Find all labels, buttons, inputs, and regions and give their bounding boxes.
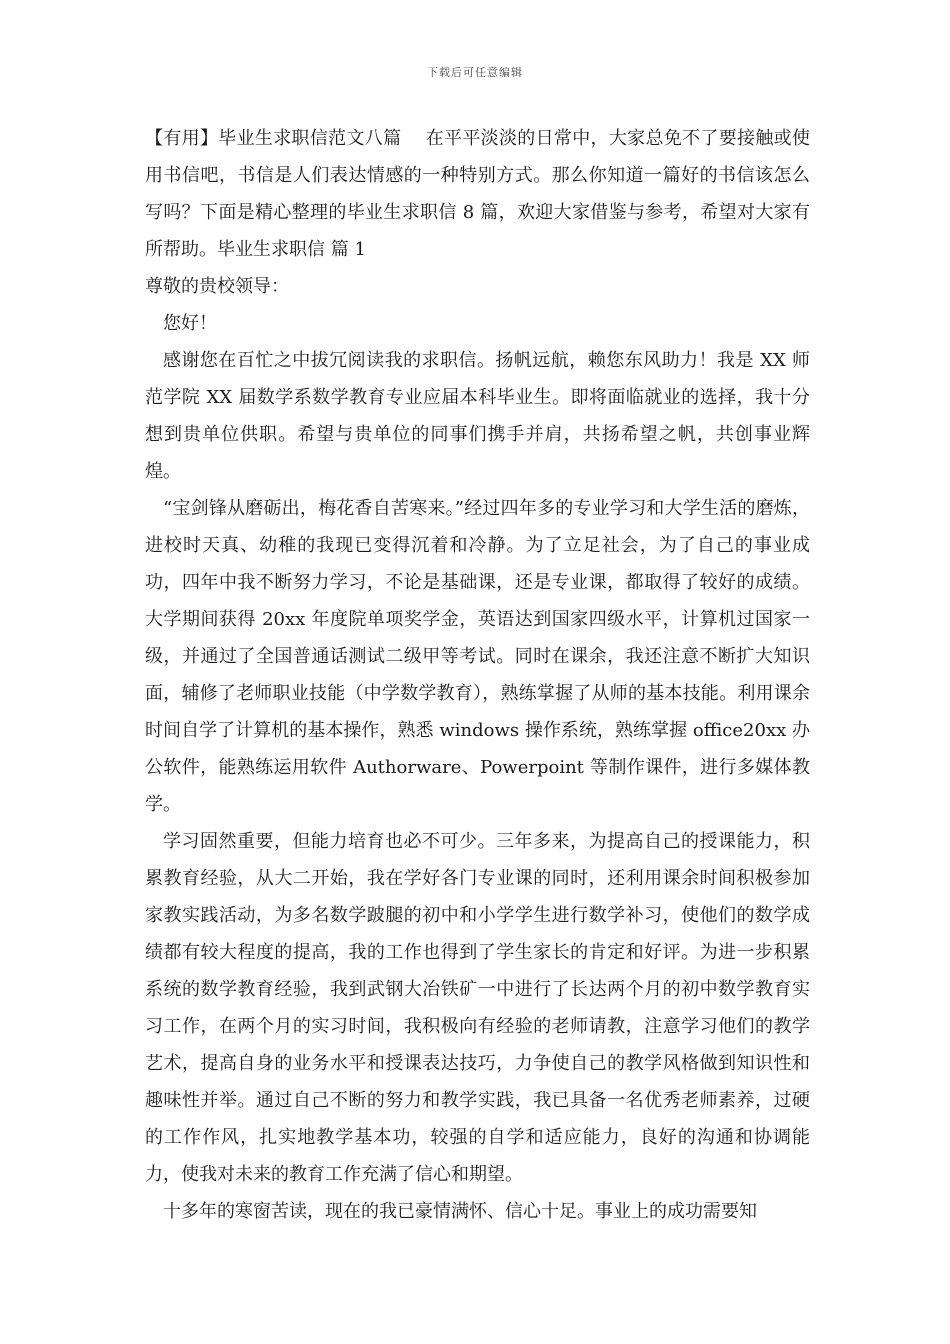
greeting: 您好！: [163, 313, 217, 334]
document-body: [145, 120, 810, 1230]
body-paragraph-3: 学习固然重要，但能力培育也必不可少。三年多来，为提高自己的授课能力，积累教育经验，从大二开始，我在学好各门专业课的同时，还利用课余时间积极参加家教实践活动，为多名数学跛腿的初中和小学学生进行数学补习，使他们的数学成绩都有较大程度的提高，我的工作也得到了学生家长的肯定和好评。为进一步积累系统的数学教育经验，我到武钢大冶铁矿一中进行了长达两个月的初中数学教育实习工作，在两个月的实习时间，我积极向有经验的老师请教，注意学习他们的教学艺术，提高自身的业务水平和授课表达技巧，力争使自己的教学风格做到知识性和趣味性并举。通过自己不断的努力和教学实践，我已具备一名优秀老师素养，过硬的工作作风，扎实地教学基本功，较强的自学和适应能力，良好的沟通和协调能力，使我对未来的教育工作充满了信心和期望。: [145, 831, 810, 1185]
body-paragraph-2: “宝剑锋从磨砺出，梅花香自苦寒来。”经过四年多的专业学习和大学生活的磨炼，进校时天真、幼稚的我现已变得沉着和冷静。为了立足社会，为了自己的事业成功，四年中我不断努力学习，不论是基础课，还是专业课，都取得了较好的成绩。大学期间获得 20xx 年度院单项奖学金，英语达到国家四级水平，计算机过国家一级，并通过了全国普通话测试二级甲等考试。同时在课余，我还注意不断扩大知识面，辅修了老师职业技能（中学数学教育），熟练掌握了从师的基本技能。利用课余时间自学了计算机的基本操作，熟悉 windows 操作系统，熟练掌握 office20xx 办公软件，能熟练运用软件 Authorware、Powerpoint 等制作课件，进行多媒体教学。: [145, 498, 810, 815]
body-paragraph-4: 十多年的寒窗苦读，现在的我已豪情满怀、信心十足。事业上的成功需要知: [163, 1201, 757, 1222]
salutation: 尊敬的贵校领导：: [145, 276, 289, 297]
intro-paragraph: 【有用】毕业生求职信范文八篇 在平平淡淡的日常中，大家总免不了要接触或使用书信吧，书信是人们表达情感的一种特别方式。那么你知道一篇好的书信该怎么写吗？下面是精心整理的毕业生求职信 8 篇，欢迎大家借鉴与参考，希望对大家有所帮助。毕业生求职信 篇 1: [145, 128, 810, 260]
body-paragraph-1: 感谢您在百忙之中拔冗阅读我的求职信。扬帆远航，赖您东风助力！我是 XX 师范学院 XX 届数学系数学教育专业应届本科毕业生。即将面临就业的选择，我十分想到贵单位供职。希望与贵单位的同事们携手并肩，共扬希望之帆，共创事业辉煌。: [145, 350, 810, 482]
page-header: 下载后可任意编辑: [427, 66, 523, 79]
